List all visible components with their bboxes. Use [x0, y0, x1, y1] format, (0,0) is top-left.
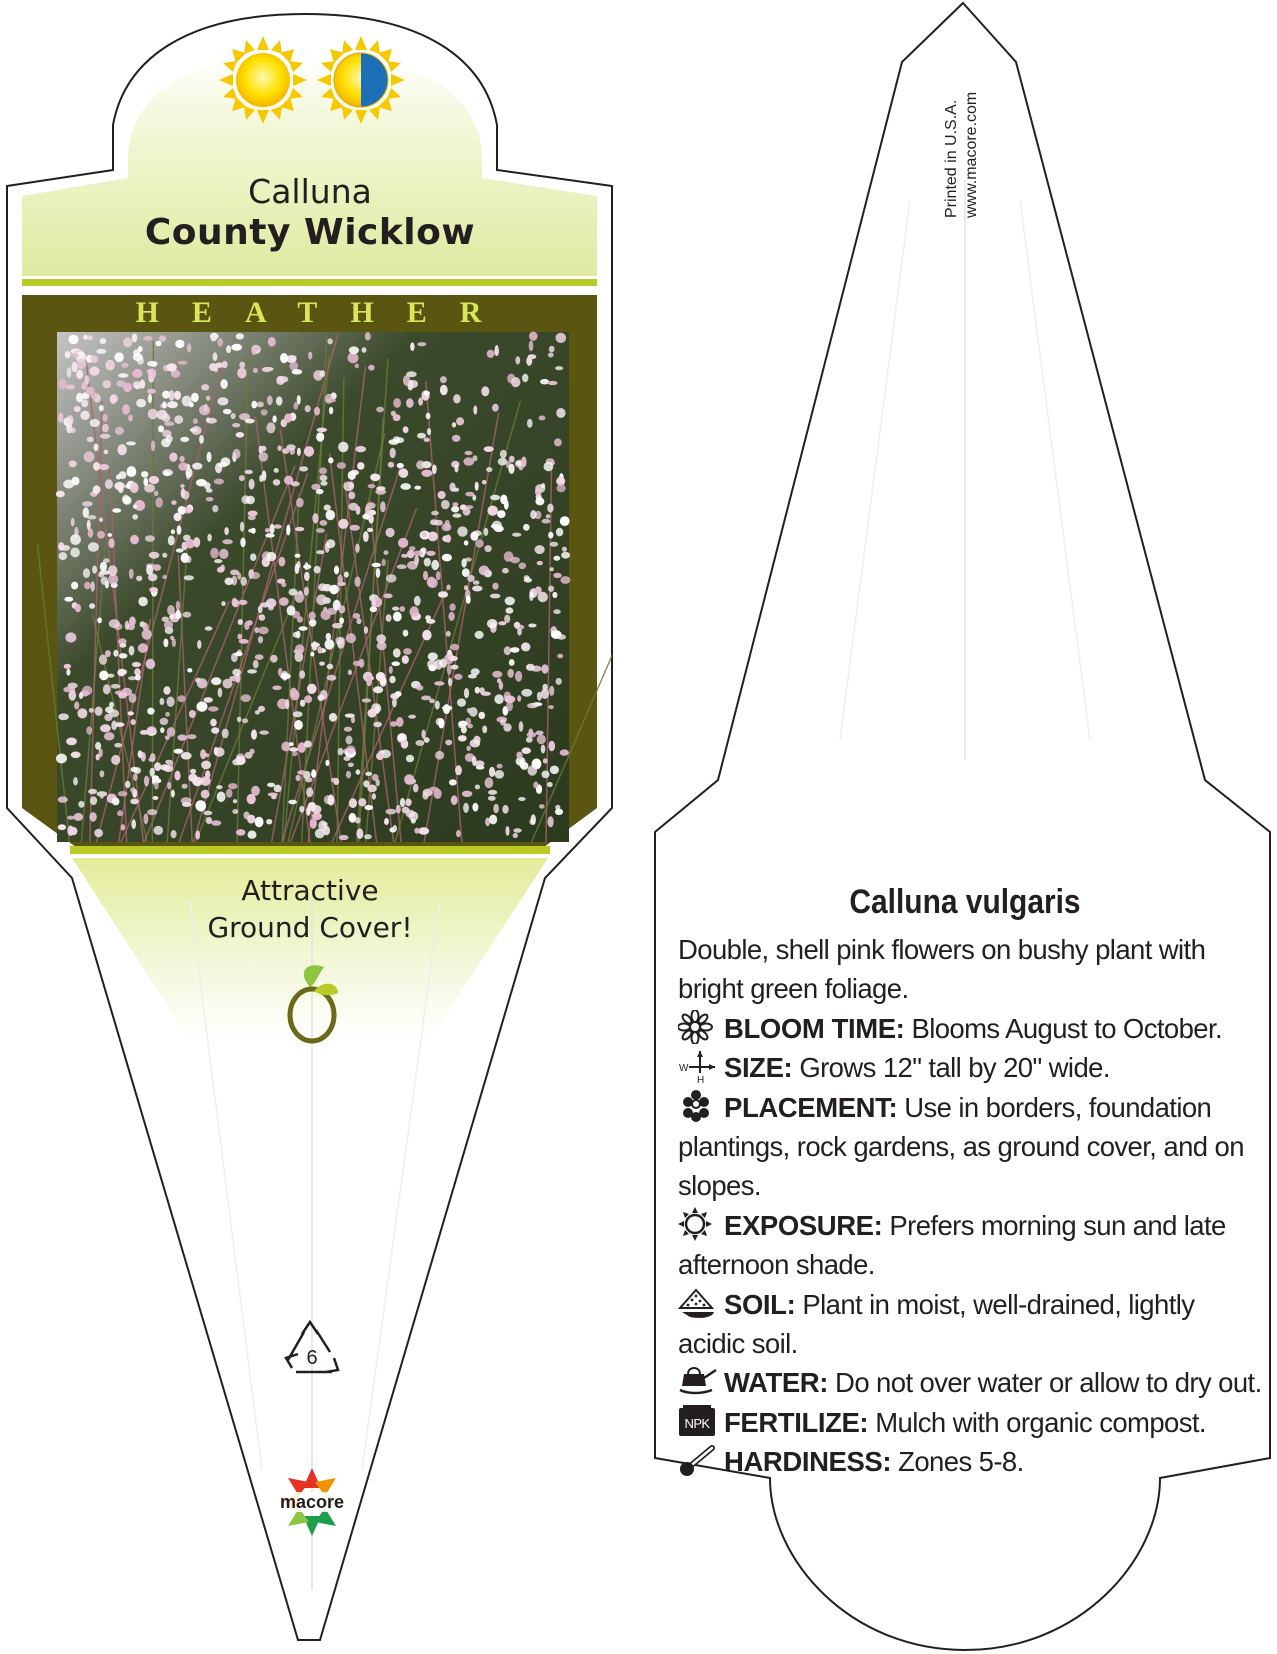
printer-credit [942, 48, 980, 218]
genus-name: Calluna [248, 172, 372, 211]
care-text: Prefers morning sun and late afternoon shade. [678, 1209, 1226, 1281]
care-label: SOIL: [724, 1288, 796, 1320]
npk-label: NPK [684, 1415, 710, 1431]
care-item-water [678, 1363, 1268, 1402]
care-label: EXPOSURE: [724, 1209, 883, 1241]
care-label: HARDINESS: [724, 1446, 892, 1478]
care-text: Blooms August to October. [904, 1012, 1223, 1044]
care-text: Use in borders, foundation plantings, rock gardens, as ground cover, and on slopes. [678, 1091, 1244, 1202]
common-name: HEATHER [135, 296, 515, 329]
heather-photo [37, 332, 654, 843]
flower-icon [678, 1010, 718, 1042]
care-text: Plant in moist, well-drained, lightly acidic soil. [678, 1288, 1195, 1360]
placement-flower-icon [678, 1089, 718, 1121]
printed-in-text: Printed in U.S.A. [943, 99, 960, 218]
size-arrows-icon [678, 1049, 718, 1084]
care-item-fertilize [678, 1403, 1268, 1442]
watering-can-icon [678, 1364, 718, 1396]
npk-fertilizer-icon [678, 1404, 718, 1436]
care-item-exposure [678, 1206, 1268, 1285]
website-text: www.macore.com [963, 91, 980, 218]
care-item-soil [678, 1285, 1268, 1364]
tagline [120, 872, 500, 946]
thermometer-icon [678, 1443, 718, 1475]
frame-lime-strip [70, 846, 550, 854]
care-label: WATER: [724, 1367, 829, 1399]
recycle-number: 6 [306, 1347, 318, 1369]
care-label: PLACEMENT: [724, 1091, 898, 1123]
care-label: SIZE: [724, 1052, 793, 1084]
sun-outline-icon [678, 1207, 718, 1239]
size-h-letter: H [697, 1075, 704, 1084]
care-text: Do not over water or allow to dry out. [828, 1367, 1262, 1399]
soil-trowel-icon [678, 1286, 718, 1318]
part-sun-icon [317, 36, 405, 124]
tagline-line-2: Ground Cover! [207, 911, 413, 944]
size-w-letter: W [679, 1063, 688, 1075]
care-item-hardiness [678, 1442, 1268, 1481]
care-item-bloom-time [678, 1009, 1268, 1048]
care-text: Grows 12" tall by 20" wide. [792, 1052, 1110, 1084]
cultivar-name: County Wicklow [144, 212, 476, 253]
full-sun-icon [219, 36, 307, 124]
plant-description: Double, shell pink flowers on bushy plant with bright green foliage. [678, 934, 1206, 1005]
care-item-placement [678, 1088, 1268, 1206]
care-label: BLOOM TIME: [724, 1012, 905, 1044]
brand-name: macore [279, 1492, 345, 1512]
care-text: Mulch with organic compost. [868, 1406, 1206, 1438]
care-text: Zones 5-8. [891, 1446, 1024, 1478]
care-instructions [678, 930, 1268, 1482]
care-label: FERTILIZE: [724, 1406, 869, 1438]
botanical-name: Calluna vulgaris [849, 883, 1081, 921]
front-tag [7, 14, 655, 1640]
tagline-line-1: Attractive [241, 874, 379, 907]
care-item-size [678, 1048, 1268, 1087]
banner-divider [22, 279, 597, 286]
